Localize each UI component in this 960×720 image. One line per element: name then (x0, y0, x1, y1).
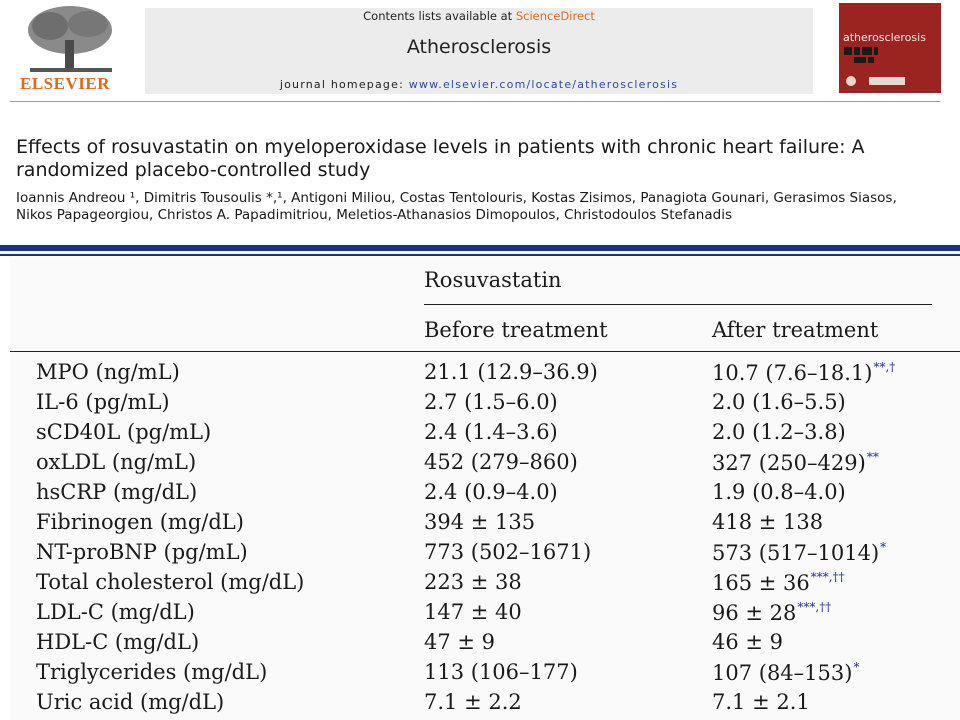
journal-name: Atherosclerosis (406, 36, 552, 58)
header-divider (10, 101, 940, 102)
cover-title: atherosclerosis (843, 31, 926, 44)
table-row (10, 360, 960, 390)
table-row (10, 480, 960, 510)
before-treatment-cell: 7.1 ± 2.2 (424, 690, 522, 714)
contents-line (145, 9, 813, 23)
significance-mark: ***,†† (797, 600, 832, 614)
tree-logo-icon (10, 4, 130, 76)
before-treatment-cell: 2.4 (0.9–4.0) (424, 480, 558, 504)
significance-mark: ** (866, 450, 879, 464)
table-row (10, 660, 960, 690)
after-treatment-cell (712, 660, 859, 685)
parameter-cell: LDL-C (mg/dL) (36, 600, 195, 624)
author-list: Ioannis Andreou ¹, Dimitris Tousoulis *,¹, Antigoni Miliou, Costas Tentolouris, Kostas Zisimos, Panagiota Gounari, Gerasimos Siasos, Nikos Papageorgiou, Christos A. Papadimitriou, Meletios-Athanasios Dimopoulos, Christodoulos Stefanadis (16, 190, 897, 223)
after-treatment-cell (712, 600, 831, 625)
table-row (10, 510, 960, 540)
significance-mark: * (880, 540, 887, 554)
after-treatment-cell (712, 510, 823, 534)
after-treatment-value: 7.1 ± 2.1 (712, 690, 810, 714)
before-treatment-cell: 394 ± 135 (424, 510, 536, 534)
parameter-cell: Uric acid (mg/dL) (36, 690, 225, 714)
significance-mark: * (853, 660, 860, 674)
after-treatment-value: 10.7 (7.6–18.1) (712, 361, 873, 385)
table-row (10, 540, 960, 570)
after-treatment-cell (712, 540, 886, 565)
publisher-name: ELSEVIER (20, 74, 110, 93)
journal-masthead (145, 8, 813, 94)
after-treatment-cell (712, 570, 845, 595)
sciencedirect-link[interactable]: ScienceDirect (515, 9, 595, 23)
homepage-link[interactable]: www.elsevier.com/locate/atherosclerosis (408, 78, 679, 91)
parameter-cell: Fibrinogen (mg/dL) (36, 510, 244, 534)
homepage-prefix: journal homepage: (279, 78, 409, 91)
before-treatment-cell: 452 (279–860) (424, 450, 578, 474)
after-treatment-cell (712, 360, 895, 385)
after-treatment-cell (712, 480, 846, 504)
table-row (10, 450, 960, 480)
after-treatment-value: 418 ± 138 (712, 510, 824, 534)
after-treatment-cell (712, 690, 810, 714)
parameter-cell: IL-6 (pg/mL) (36, 390, 170, 414)
column-header-after: After treatment (712, 318, 879, 342)
table-row (10, 420, 960, 450)
after-treatment-value: 107 (84–153) (712, 661, 853, 685)
parameter-cell: Triglycerides (mg/dL) (36, 660, 268, 684)
parameter-cell: MPO (ng/mL) (36, 360, 180, 384)
parameter-cell: hsCRP (mg/dL) (36, 480, 198, 504)
after-treatment-cell (712, 450, 879, 475)
group-header-rule (424, 304, 932, 305)
elsevier-logo (10, 4, 130, 94)
before-treatment-cell: 47 ± 9 (424, 630, 496, 654)
after-treatment-cell (712, 420, 846, 444)
homepage-line (145, 78, 813, 91)
before-treatment-cell: 773 (502–1671) (424, 540, 592, 564)
divider-thin-line (0, 254, 960, 256)
after-treatment-value: 327 (250–429) (712, 451, 866, 475)
table-row (10, 600, 960, 630)
contents-prefix: Contents lists available at (363, 9, 516, 23)
before-treatment-cell: 147 ± 40 (424, 600, 522, 624)
table-row (10, 390, 960, 420)
cover-art-icon (839, 3, 941, 93)
parameter-cell: Total cholesterol (mg/dL) (36, 570, 305, 594)
after-treatment-value: 2.0 (1.2–3.8) (712, 420, 846, 444)
table-row (10, 630, 960, 660)
after-treatment-value: 1.9 (0.8–4.0) (712, 480, 846, 504)
table-row (10, 570, 960, 600)
significance-mark: ***,†† (810, 570, 845, 584)
before-treatment-cell: 2.4 (1.4–3.6) (424, 420, 558, 444)
parameter-cell: oxLDL (ng/mL) (36, 450, 197, 474)
after-treatment-value: 46 ± 9 (712, 630, 784, 654)
after-treatment-value: 96 ± 28 (712, 601, 797, 625)
table-row (10, 690, 960, 720)
results-table (10, 258, 960, 720)
before-treatment-cell: 21.1 (12.9–36.9) (424, 360, 598, 384)
significance-mark: **,† (873, 360, 896, 374)
after-treatment-value: 573 (517–1014) (712, 541, 880, 565)
group-header: Rosuvastatin (424, 268, 562, 292)
article-title: Effects of rosuvastatin on myeloperoxidase levels in patients with chronic heart failure: A randomized placebo-controlled study (16, 136, 865, 181)
parameter-cell: sCD40L (pg/mL) (36, 420, 212, 444)
after-treatment-cell (712, 390, 846, 414)
journal-cover (839, 3, 941, 93)
after-treatment-value: 2.0 (1.6–5.5) (712, 390, 846, 414)
before-treatment-cell: 113 (106–177) (424, 660, 578, 684)
before-treatment-cell: 223 ± 38 (424, 570, 522, 594)
header-rule (10, 351, 960, 352)
parameter-cell: NT-proBNP (pg/mL) (36, 540, 248, 564)
parameter-cell: HDL-C (mg/dL) (36, 630, 200, 654)
after-treatment-cell (712, 630, 783, 654)
column-header-before: Before treatment (424, 318, 608, 342)
before-treatment-cell: 2.7 (1.5–6.0) (424, 390, 558, 414)
after-treatment-value: 165 ± 36 (712, 571, 810, 595)
